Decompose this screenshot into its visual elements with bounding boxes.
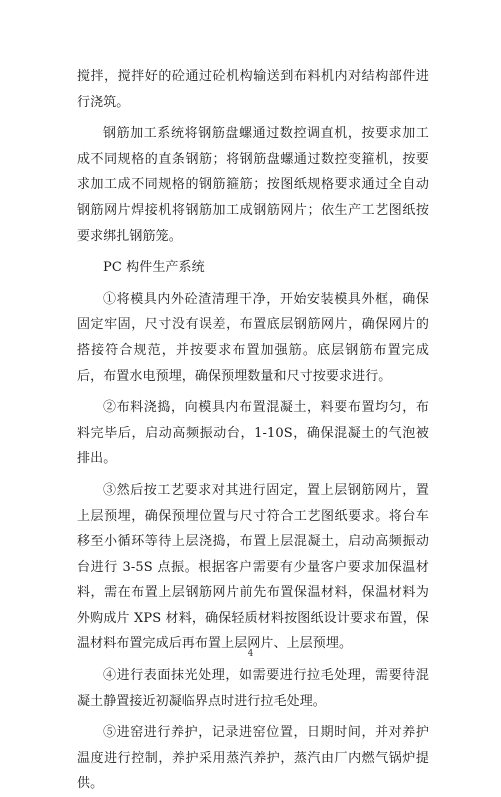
paragraph-step-3: ③然后按工艺要求对其进行固定，置上层钢筋网片，置上层预埋，确保预埋位置与尺寸符合工艺图纸要求。将台车移至小循环等待上层浇捣，布置上层混凝土，启动高频振动台进行 3-5S 点振。根据客户需要有少量客户要求加保温材料，需在布置上层钢筋网片前先布置保温材料，保温材料为外购成片 XPS 材料，确保轻质材料按图纸设计要求布置，保温材料布置完成后再布置上层网片、上层预埋。: [77, 482, 429, 652]
paragraph-rebar-processing: 钢筋加工系统将钢筋盘螺通过数控调直机，按要求加工成不同规格的直条钢筋；将钢筋盘螺通过数控变箍机，按要求加工成不同规格的钢筋箍筋；按图纸规格要求通过全自动钢筋网片焊接机将钢筋加工成钢筋网片；依生产工艺图纸按要求绑扎钢筋笼。: [77, 126, 429, 244]
paragraph-step-4: ④进行表面抹光处理，如需要进行拉毛处理，需要待混凝土静置接近初凝临界点时进行拉毛处理。: [77, 668, 429, 709]
paragraph-step-2: ②布料浇捣，向模具内布置混凝土，料要布置均匀，布料完毕后，启动高频振动台，1-10S，确保混凝土的气泡被排出。: [77, 400, 429, 467]
document-body: [77, 64, 429, 797]
paragraph-continuation: 搅拌，搅拌好的砼通过砼机构输送到布料机内对结构部件进行浇筑。: [77, 69, 429, 110]
paragraph-step-1: ①将模具内外砼渣清理干净，开始安装模具外框，确保固定牢固，尺寸没有误差，布置底层钢筋网片，确保网片的搭接符合规范，并按要求布置加强筋。底层钢筋布置完成后，布置水电预埋，确保预埋数量和尺寸按要求进行。: [77, 291, 429, 384]
page-number: 4: [247, 649, 254, 659]
paragraph-step-5: ⑤进窑进行养护，记录进窑位置，日期时间，并对养护温度进行控制，养护采用蒸汽养护，蒸汽由厂内燃气锅炉提供。: [77, 725, 429, 792]
section-heading-pc-production: PC 构件生产系统: [103, 260, 205, 276]
